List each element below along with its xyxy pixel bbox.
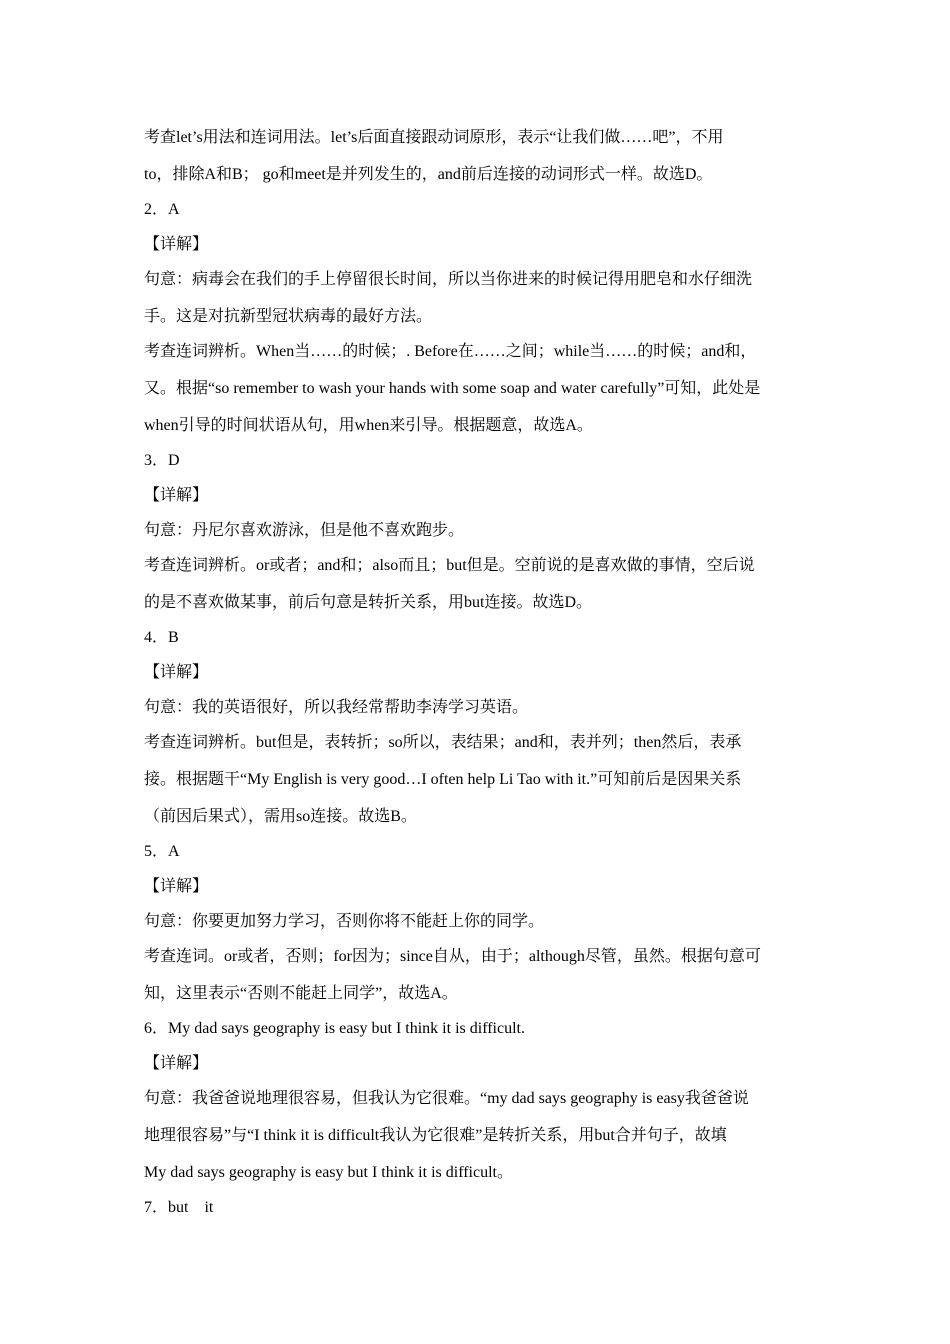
text-line: 考查连词。or或者，否则；for因为；since自从，由于；although尽管，虽然。根据句意可 (144, 948, 761, 965)
detail-heading: 【详解】 (144, 236, 209, 253)
detail-heading: 【详解】 (144, 878, 209, 895)
text-line: 句意：我爸爸说地理很容易，但我认为它很难。“my dad says geography is easy我爸爸说 (144, 1090, 749, 1107)
text-line: when引导的时间状语从句，用when来引导。根据题意，故选A。 (144, 417, 593, 434)
text-line: My dad says geography is easy but I think it is difficult。 (144, 1164, 513, 1181)
text-line: 接。根据题干“My English is very good…I often help Li Tao with it.”可知前后是因果关系 (144, 771, 742, 788)
text-line: 句意：病毒会在我们的手上停留很长时间，所以当你进来的时候记得用肥皂和水仔细洗 (144, 271, 753, 288)
text-line: 考查let’s用法和连词用法。let’s后面直接跟动词原形，表示“让我们做……吧”，不用 (144, 129, 724, 146)
detail-heading: 【详解】 (144, 1055, 209, 1072)
text-line: 地理很容易”与“I think it is difficult我认为它很难”是转折关系，用but合并句子，故填 (144, 1127, 727, 1144)
answer-number: 6．My dad says geography is easy but I think it is difficult. (144, 1020, 525, 1037)
text-line: 又。根据“so remember to wash your hands with some soap and water carefully”可知，此处是 (144, 380, 761, 397)
answer-number: 2．A (144, 201, 180, 218)
detail-heading: 【详解】 (144, 487, 209, 504)
answer-number: 3．D (144, 452, 180, 469)
answer-number: 5．A (144, 843, 180, 860)
answer-number: 7．but it (144, 1199, 214, 1216)
text-line: 考查连词辨析。or或者；and和；also而且；but但是。空前说的是喜欢做的事情，空后说 (144, 557, 755, 574)
text-line: 考查连词辨析。When当……的时候；. Before在……之间；while当……的时候；and和， (144, 343, 757, 360)
text-line: 句意：丹尼尔喜欢游泳，但是他不喜欢跑步。 (144, 522, 465, 539)
text-line: （前因后果式），需用so连接。故选B。 (144, 808, 417, 825)
text-line: 句意：你要更加努力学习，否则你将不能赶上你的同学。 (144, 913, 545, 930)
text-line: 手。这是对抗新型冠状病毒的最好方法。 (144, 308, 433, 325)
text-line: 句意：我的英语很好，所以我经常帮助李涛学习英语。 (144, 699, 529, 716)
text-line: 考查连词辨析。but但是，表转折；so所以，表结果；and和，表并列；then然后，表承 (144, 734, 742, 751)
detail-heading: 【详解】 (144, 664, 209, 681)
answer-number: 4．B (144, 629, 179, 646)
text-line: 的是不喜欢做某事，前后句意是转折关系，用but连接。故选D。 (144, 594, 593, 611)
text-line: to，排除A和B； go和meet是并列发生的，and前后连接的动词形式一样。故选D。 (144, 166, 713, 183)
text-line: 知，这里表示“否则不能赶上同学”，故选A。 (144, 985, 458, 1002)
